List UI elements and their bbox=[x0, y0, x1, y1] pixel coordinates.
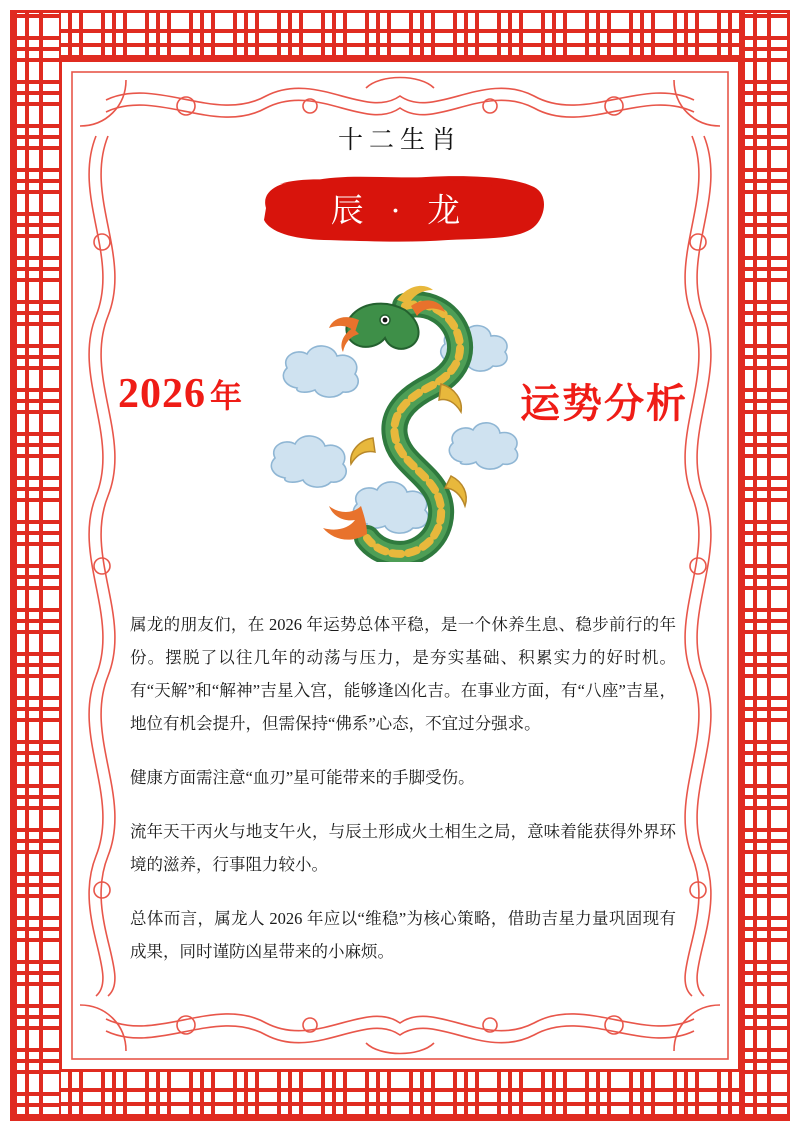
page-title: 十二生肖 bbox=[337, 127, 462, 154]
paragraph-summary: 总体而言，属龙人 2026 年应以“维稳”为核心策略，借助吉星力量巩固现有成果，同时谨防凶星带来的小麻烦。 bbox=[130, 909, 676, 961]
border-pattern-top bbox=[13, 13, 787, 59]
border-pattern-left bbox=[13, 13, 59, 1118]
zodiac-sign-label: 辰 · 龙 bbox=[330, 193, 470, 230]
year-suffix: 年 bbox=[210, 378, 244, 414]
dragon-illustration bbox=[255, 262, 545, 562]
zodiac-sign-badge bbox=[250, 170, 550, 248]
year-number: 2026 bbox=[118, 371, 206, 417]
fortune-analysis-title: 运势分析 bbox=[520, 381, 688, 426]
fortune-body-text bbox=[110, 608, 690, 968]
paragraph-overview: 属龙的朋友们，在 2026 年运势总体平稳，是一个休养生息、稳步前行的年份。摆脱了以往几年的动荡与压力，是夯实基础、积累实力的好时机。有“天解”和“解神”吉星入宫，能够逢凶化吉。在事业方面，有“八座”吉星，地位有机会提升，但需保持“佛系”心态，不宜过分强求。 bbox=[130, 615, 676, 733]
illustration-row bbox=[110, 262, 690, 592]
border-pattern-right bbox=[741, 13, 787, 1118]
inner-panel bbox=[66, 66, 734, 1065]
year-label bbox=[118, 370, 243, 418]
paragraph-health: 健康方面需注意“血刃”星可能带来的手脚受伤。 bbox=[130, 768, 475, 787]
paragraph-elements: 流年天干丙火与地支午火，与辰土形成火土相生之局，意味着能获得外界环境的滋养，行事阻力较小。 bbox=[130, 822, 676, 874]
poster-content bbox=[66, 66, 734, 1065]
border-pattern-bottom bbox=[13, 1072, 787, 1118]
